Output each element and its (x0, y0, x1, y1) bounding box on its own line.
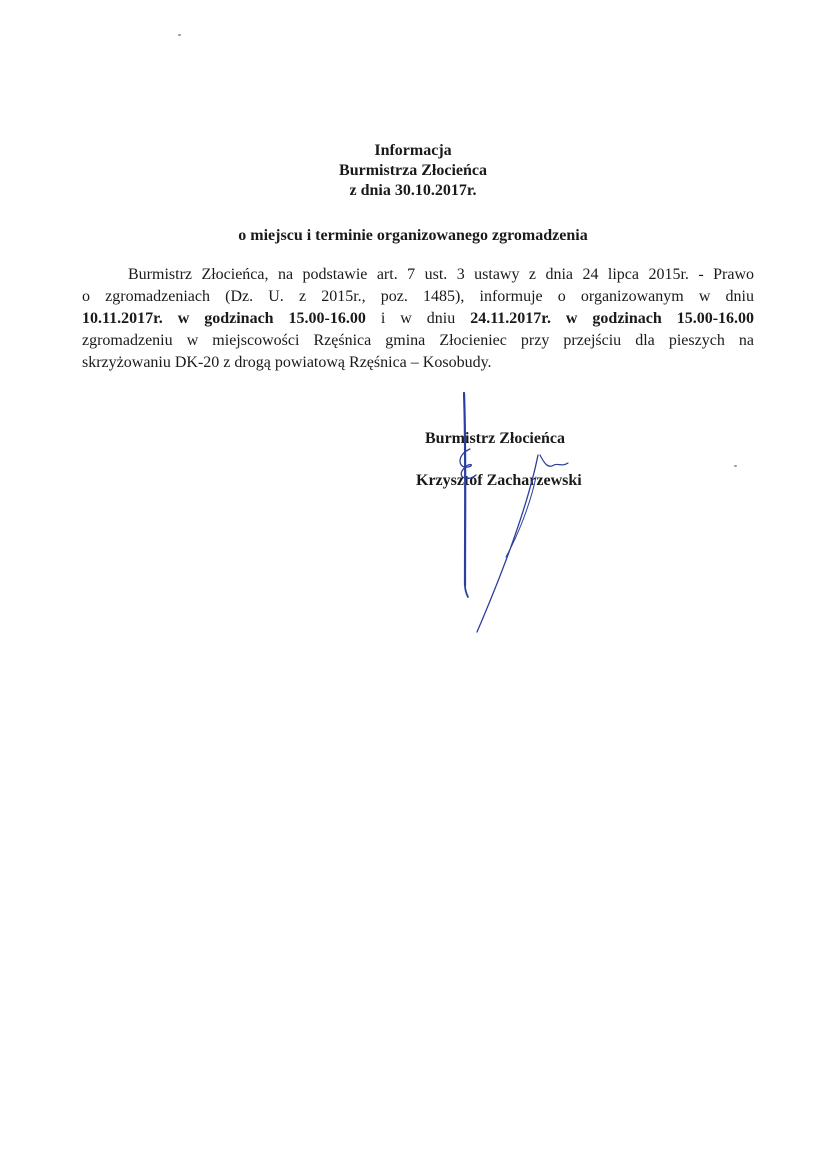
signature-stroke-hook (465, 585, 468, 597)
body-line-5: skrzyżowaniu DK-20 z drogą powiatową Rzęśnica – Kosobudy. (82, 354, 492, 371)
scan-speck (178, 34, 181, 36)
body-line-4: zgromadzeniu w miejscowości Rzęśnica gmina Złocieniec przy przejściu dla pieszych na (82, 332, 754, 349)
hours-2: w godzinach 15.00-16.00 (565, 310, 755, 327)
title-line-3: z dnia 30.10.2017r. (349, 182, 477, 199)
mid-text: i w dniu (380, 310, 456, 327)
signatory-name: Krzysztof Zacharzewski (416, 472, 582, 489)
body-line-2: o zgromadzeniach (Dz. U. z 2015r., poz. 1485), informuje o organizowanym w dniu (82, 288, 754, 305)
body-line-1: Burmistrz Złocieńca, na podstawie art. 7 ust. 3 ustawy z dnia 24 lipca 2015r. - Prawo (128, 266, 754, 283)
title-line-1: Informacja (374, 142, 452, 159)
title-line-2: Burmistrza Złocieńca (339, 162, 487, 179)
handwritten-signature-icon (430, 385, 600, 645)
signature-stroke-flourish (540, 455, 568, 466)
hours-1: w godzinach 15.00-16.00 (177, 310, 366, 327)
date-1: 10.11.2017r. (82, 310, 163, 327)
body-paragraph (82, 264, 754, 374)
signatory-title: Burmistrz Złocieńca (425, 430, 565, 447)
body-line-3 (82, 308, 754, 330)
document-subject: o miejscu i terminie organizowanego zgromadzenia (238, 227, 588, 244)
document-title (0, 141, 826, 201)
scan-speck (734, 465, 737, 467)
date-2: 24.11.2017r. (470, 310, 551, 327)
